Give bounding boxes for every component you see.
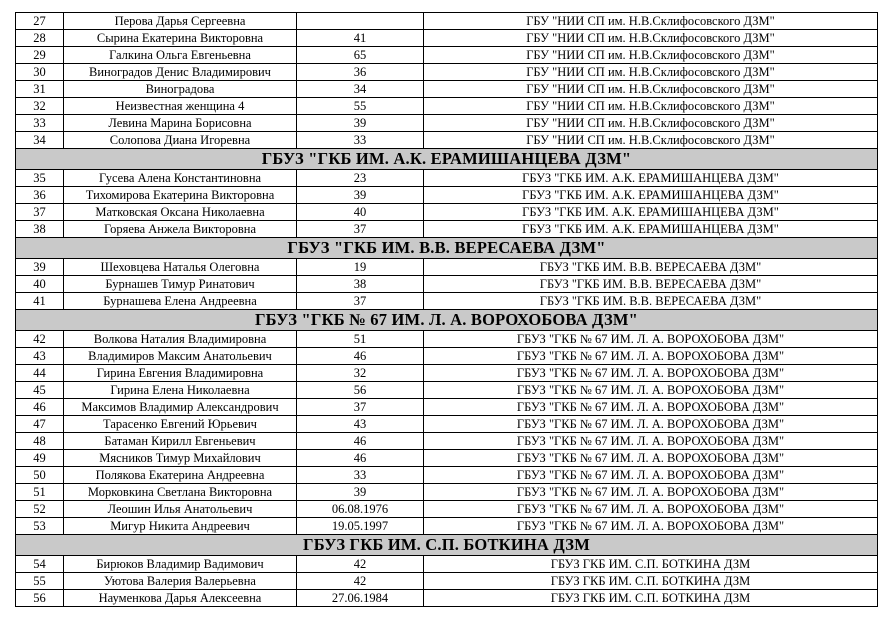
name-cell: Шеховцева Наталья Олеговна <box>64 259 297 276</box>
table-row <box>16 64 878 81</box>
document-page <box>15 12 877 607</box>
row-number-cell: 28 <box>16 30 64 47</box>
row-number-cell: 39 <box>16 259 64 276</box>
organization-cell: ГБУ "НИИ СП им. Н.В.Склифосовского ДЗМ" <box>424 132 878 149</box>
organization-cell: ГБУ "НИИ СП им. Н.В.Склифосовского ДЗМ" <box>424 64 878 81</box>
row-number-cell: 36 <box>16 187 64 204</box>
organization-cell: ГБУЗ "ГКБ № 67 ИМ. Л. А. ВОРОХОБОВА ДЗМ" <box>424 416 878 433</box>
row-number-cell: 52 <box>16 501 64 518</box>
age-cell: 37 <box>297 399 424 416</box>
age-cell: 55 <box>297 98 424 115</box>
table-row <box>16 450 878 467</box>
table-row <box>16 30 878 47</box>
table-row <box>16 365 878 382</box>
table-row <box>16 47 878 64</box>
table-row <box>16 382 878 399</box>
section-header-row <box>16 238 878 259</box>
organization-cell: ГБУЗ "ГКБ № 67 ИМ. Л. А. ВОРОХОБОВА ДЗМ" <box>424 484 878 501</box>
row-number-cell: 51 <box>16 484 64 501</box>
organization-cell: ГБУЗ ГКБ ИМ. С.П. БОТКИНА ДЗМ <box>424 590 878 607</box>
age-cell: 37 <box>297 221 424 238</box>
organization-cell: ГБУ "НИИ СП им. Н.В.Склифосовского ДЗМ" <box>424 81 878 98</box>
age-cell: 42 <box>297 556 424 573</box>
age-cell: 36 <box>297 64 424 81</box>
row-number-cell: 45 <box>16 382 64 399</box>
name-cell: Неизвестная женщина 4 <box>64 98 297 115</box>
name-cell: Владимиров Максим Анатольевич <box>64 348 297 365</box>
name-cell: Полякова Екатерина Андреевна <box>64 467 297 484</box>
age-cell: 33 <box>297 132 424 149</box>
organization-cell: ГБУЗ "ГКБ ИМ. А.К. ЕРАМИШАНЦЕВА ДЗМ" <box>424 221 878 238</box>
table-row <box>16 98 878 115</box>
table-body <box>16 13 878 607</box>
age-cell: 56 <box>297 382 424 399</box>
row-number-cell: 37 <box>16 204 64 221</box>
age-cell: 65 <box>297 47 424 64</box>
age-cell: 40 <box>297 204 424 221</box>
organization-cell: ГБУЗ "ГКБ № 67 ИМ. Л. А. ВОРОХОБОВА ДЗМ" <box>424 348 878 365</box>
name-cell: Сырина Екатерина Викторовна <box>64 30 297 47</box>
age-cell: 41 <box>297 30 424 47</box>
row-number-cell: 43 <box>16 348 64 365</box>
age-cell: 42 <box>297 573 424 590</box>
organization-cell: ГБУЗ "ГКБ № 67 ИМ. Л. А. ВОРОХОБОВА ДЗМ" <box>424 331 878 348</box>
organization-cell: ГБУ "НИИ СП им. Н.В.Склифосовского ДЗМ" <box>424 30 878 47</box>
name-cell: Солопова Диана Игоревна <box>64 132 297 149</box>
table-row <box>16 573 878 590</box>
organization-cell: ГБУЗ "ГКБ ИМ. А.К. ЕРАМИШАНЦЕВА ДЗМ" <box>424 204 878 221</box>
table-row <box>16 590 878 607</box>
age-cell: 43 <box>297 416 424 433</box>
organization-cell: ГБУ "НИИ СП им. Н.В.Склифосовского ДЗМ" <box>424 115 878 132</box>
organization-cell: ГБУ "НИИ СП им. Н.В.Склифосовского ДЗМ" <box>424 13 878 30</box>
age-cell: 19.05.1997 <box>297 518 424 535</box>
row-number-cell: 48 <box>16 433 64 450</box>
age-cell: 34 <box>297 81 424 98</box>
name-cell: Виноградов Денис Владимирович <box>64 64 297 81</box>
table-row <box>16 204 878 221</box>
section-title: ГБУЗ "ГКБ ИМ. А.К. ЕРАМИШАНЦЕВА ДЗМ" <box>16 149 878 170</box>
organization-cell: ГБУЗ "ГКБ № 67 ИМ. Л. А. ВОРОХОБОВА ДЗМ" <box>424 433 878 450</box>
row-number-cell: 38 <box>16 221 64 238</box>
row-number-cell: 54 <box>16 556 64 573</box>
table-row <box>16 81 878 98</box>
name-cell: Батаман Кирилл Евгеньевич <box>64 433 297 450</box>
organization-cell: ГБУЗ "ГКБ ИМ. В.В. ВЕРЕСАЕВА ДЗМ" <box>424 293 878 310</box>
name-cell: Гирина Елена Николаевна <box>64 382 297 399</box>
age-cell: 51 <box>297 331 424 348</box>
row-number-cell: 34 <box>16 132 64 149</box>
name-cell: Мигур Никита Андреевич <box>64 518 297 535</box>
age-cell: 39 <box>297 484 424 501</box>
section-header-row <box>16 535 878 556</box>
organization-cell: ГБУЗ "ГКБ ИМ. В.В. ВЕРЕСАЕВА ДЗМ" <box>424 259 878 276</box>
organization-cell: ГБУ "НИИ СП им. Н.В.Склифосовского ДЗМ" <box>424 98 878 115</box>
table-row <box>16 501 878 518</box>
table-row <box>16 556 878 573</box>
row-number-cell: 40 <box>16 276 64 293</box>
organization-cell: ГБУЗ "ГКБ ИМ. А.К. ЕРАМИШАНЦЕВА ДЗМ" <box>424 187 878 204</box>
casualty-table <box>15 12 878 607</box>
organization-cell: ГБУЗ ГКБ ИМ. С.П. БОТКИНА ДЗМ <box>424 573 878 590</box>
row-number-cell: 29 <box>16 47 64 64</box>
row-number-cell: 53 <box>16 518 64 535</box>
row-number-cell: 42 <box>16 331 64 348</box>
name-cell: Левина Марина Борисовна <box>64 115 297 132</box>
row-number-cell: 47 <box>16 416 64 433</box>
name-cell: Тихомирова Екатерина Викторовна <box>64 187 297 204</box>
organization-cell: ГБУЗ "ГКБ № 67 ИМ. Л. А. ВОРОХОБОВА ДЗМ" <box>424 467 878 484</box>
organization-cell: ГБУЗ "ГКБ № 67 ИМ. Л. А. ВОРОХОБОВА ДЗМ" <box>424 518 878 535</box>
row-number-cell: 27 <box>16 13 64 30</box>
organization-cell: ГБУЗ "ГКБ № 67 ИМ. Л. А. ВОРОХОБОВА ДЗМ" <box>424 450 878 467</box>
name-cell: Горяева Анжела Викторовна <box>64 221 297 238</box>
name-cell: Морковкина Светлана Викторовна <box>64 484 297 501</box>
name-cell: Леошин Илья Анатольевич <box>64 501 297 518</box>
age-cell: 37 <box>297 293 424 310</box>
age-cell: 33 <box>297 467 424 484</box>
section-header-row <box>16 149 878 170</box>
table-row <box>16 132 878 149</box>
name-cell: Максимов Владимир Александрович <box>64 399 297 416</box>
name-cell: Тарасенко Евгений Юрьевич <box>64 416 297 433</box>
row-number-cell: 55 <box>16 573 64 590</box>
organization-cell: ГБУЗ "ГКБ № 67 ИМ. Л. А. ВОРОХОБОВА ДЗМ" <box>424 365 878 382</box>
age-cell: 23 <box>297 170 424 187</box>
age-cell: 19 <box>297 259 424 276</box>
table-row <box>16 518 878 535</box>
row-number-cell: 31 <box>16 81 64 98</box>
table-row <box>16 484 878 501</box>
row-number-cell: 56 <box>16 590 64 607</box>
table-row <box>16 259 878 276</box>
organization-cell: ГБУЗ "ГКБ ИМ. В.В. ВЕРЕСАЕВА ДЗМ" <box>424 276 878 293</box>
table-row <box>16 433 878 450</box>
row-number-cell: 35 <box>16 170 64 187</box>
name-cell: Бурнашева Елена Андреевна <box>64 293 297 310</box>
table-row <box>16 348 878 365</box>
organization-cell: ГБУЗ "ГКБ № 67 ИМ. Л. А. ВОРОХОБОВА ДЗМ" <box>424 399 878 416</box>
name-cell: Уютова Валерия Валерьевна <box>64 573 297 590</box>
age-cell: 46 <box>297 348 424 365</box>
name-cell: Перова Дарья Сергеевна <box>64 13 297 30</box>
row-number-cell: 41 <box>16 293 64 310</box>
age-cell: 38 <box>297 276 424 293</box>
age-cell: 39 <box>297 187 424 204</box>
organization-cell: ГБУЗ "ГКБ № 67 ИМ. Л. А. ВОРОХОБОВА ДЗМ" <box>424 501 878 518</box>
organization-cell: ГБУЗ "ГКБ ИМ. А.К. ЕРАМИШАНЦЕВА ДЗМ" <box>424 170 878 187</box>
name-cell: Виноградова <box>64 81 297 98</box>
name-cell: Гирина Евгения Владимировна <box>64 365 297 382</box>
table-row <box>16 276 878 293</box>
row-number-cell: 30 <box>16 64 64 81</box>
table-row <box>16 13 878 30</box>
name-cell: Галкина Ольга Евгеньевна <box>64 47 297 64</box>
age-cell: 27.06.1984 <box>297 590 424 607</box>
name-cell: Волкова Наталия Владимировна <box>64 331 297 348</box>
row-number-cell: 49 <box>16 450 64 467</box>
table-row <box>16 187 878 204</box>
section-title: ГБУЗ "ГКБ ИМ. В.В. ВЕРЕСАЕВА ДЗМ" <box>16 238 878 259</box>
table-row <box>16 170 878 187</box>
section-title: ГБУЗ ГКБ ИМ. С.П. БОТКИНА ДЗМ <box>16 535 878 556</box>
name-cell: Науменкова Дарья Алексеевна <box>64 590 297 607</box>
organization-cell: ГБУЗ "ГКБ № 67 ИМ. Л. А. ВОРОХОБОВА ДЗМ" <box>424 382 878 399</box>
section-header-row <box>16 310 878 331</box>
name-cell: Бурнашев Тимур Ринатович <box>64 276 297 293</box>
table-row <box>16 331 878 348</box>
table-row <box>16 467 878 484</box>
table-row <box>16 293 878 310</box>
organization-cell: ГБУ "НИИ СП им. Н.В.Склифосовского ДЗМ" <box>424 47 878 64</box>
age-cell: 46 <box>297 433 424 450</box>
row-number-cell: 46 <box>16 399 64 416</box>
age-cell: 06.08.1976 <box>297 501 424 518</box>
table-row <box>16 221 878 238</box>
section-title: ГБУЗ "ГКБ № 67 ИМ. Л. А. ВОРОХОБОВА ДЗМ" <box>16 310 878 331</box>
row-number-cell: 44 <box>16 365 64 382</box>
age-cell: 46 <box>297 450 424 467</box>
row-number-cell: 50 <box>16 467 64 484</box>
name-cell: Гусева Алена Константиновна <box>64 170 297 187</box>
table-row <box>16 416 878 433</box>
table-row <box>16 115 878 132</box>
age-cell: 39 <box>297 115 424 132</box>
organization-cell: ГБУЗ ГКБ ИМ. С.П. БОТКИНА ДЗМ <box>424 556 878 573</box>
name-cell: Бирюков Владимир Вадимович <box>64 556 297 573</box>
name-cell: Мясников Тимур Михайлович <box>64 450 297 467</box>
table-row <box>16 399 878 416</box>
age-cell <box>297 13 424 30</box>
row-number-cell: 33 <box>16 115 64 132</box>
age-cell: 32 <box>297 365 424 382</box>
name-cell: Матковская Оксана Николаевна <box>64 204 297 221</box>
row-number-cell: 32 <box>16 98 64 115</box>
